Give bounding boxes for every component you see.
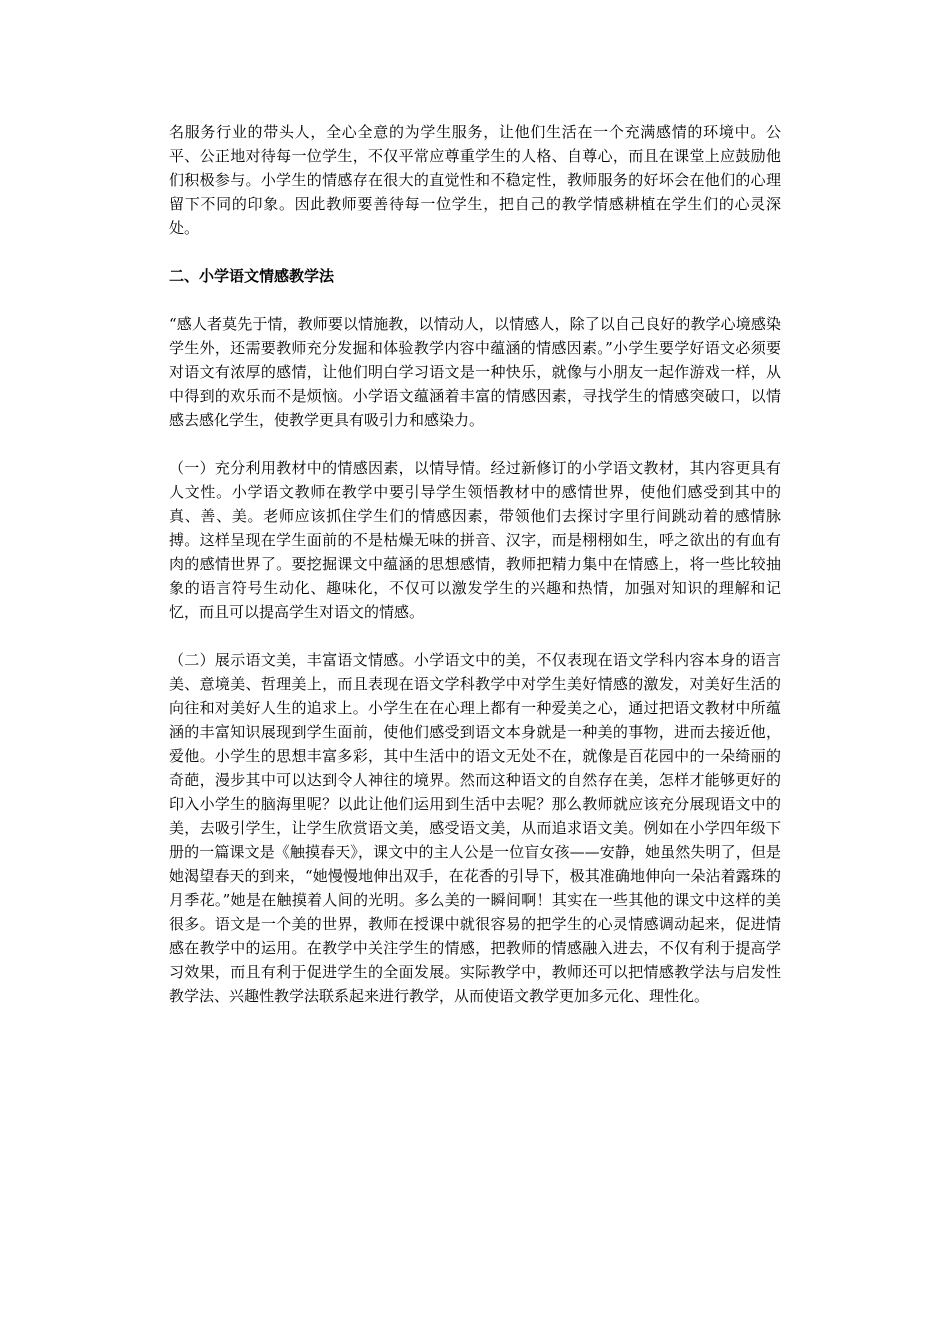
paragraph-section-one: （一）充分利用教材中的情感因素，以情导情。经过新修订的小学语文教材，其内容更具有人文性。小学语文教师在教学中要引导学生领悟教材中的感情世界，使他们感受到其中的真、善、美。老师应该抓住学生们的情感因素，带领他们去探讨字里行间跳动着的感情脉搏。这样呈现在学生面前的不是枯燥无味的拼音、汉字，而是栩栩如生，呼之欲出的有血有肉的感情世界了。要挖掘课文中蕴涵的思想感情，教师把精力集中在情感上，将一些比较抽象的语言符号生动化、趣味化，不仅可以激发学生的兴趣和热情，加强对知识的理解和记忆，而且可以提高学生对语文的情感。: [169, 459, 781, 621]
paragraph-intro: 名服务行业的带头人，全心全意的为学生服务，让他们生活在一个充满感情的环境中。公平、公正地对待每一位学生，不仅平常应尊重学生的人格、自尊心，而且在课堂上应鼓励他们积极参与。小学生的情感存在很大的直觉性和不稳定性，教师服务的好坏会在他们的心理留下不同的印象。因此教师要善待每一位学生，把自己的教学情感耕植在学生们的心灵深处。: [169, 123, 781, 237]
document-page: [169, 120, 781, 1008]
paragraph-quote: “感人者莫先于情，教师要以情施教，以情动人，以情感人，除了以自己良好的教学心境感染学生外，还需要教师充分发掘和体验教学内容中蕴涵的情感因素。”小学生要学好语文必须要对语文有浓厚的感情，让他们明白学习语文是一种快乐，就像与小朋友一起作游戏一样，从中得到的欢乐而不是烦恼。小学语文蕴涵着丰富的情感因素，寻找学生的情感突破口，以情感去感化学生，使教学更具有吸引力和感染力。: [169, 315, 781, 429]
paragraph-section-two: （二）展示语文美，丰富语文情感。小学语文中的美，不仅表现在语文学科内容本身的语言美、意境美、哲理美上，而且表现在语文学科教学中对学生美好情感的激发，对美好生活的向往和对美好人生的追求上。小学生在在心理上都有一种爱美之心，通过把语文教材中所蕴涵的丰富知识展现到学生面前，使他们感受到语文本身就是一种美的事物，进而去接近他，爱他。小学生的思想丰富多彩，其中生活中的语文无处不在，就像是百花园中的一朵绮丽的奇葩，漫步其中可以达到令人神往的境界。然而这种语文的自然存在美，怎样才能够更好的印入小学生的脑海里呢？以此让他们运用到生活中去呢？那么教师就应该充分展现语文中的美，去吸引学生，让学生欣赏语文美，感受语文美，从而追求语文美。例如在小学四年级下册的一篇课文是《触摸春天》，课文中的主人公是一位盲女孩——安静，她虽然失明了，但是她渴望春天的到来，“她慢慢地伸出双手，在花香的引导下，极其准确地伸向一朵沾着露珠的月季花。”她是在触摸着人间的光明。多么美的一瞬间啊！其实在一些其他的课文中这样的美很多。语文是一个美的世界，教师在授课中就很容易的把学生的心灵情感调动起来，促进情感在教学中的运用。在教学中关注学生的情感，把教师的情感融入进去，不仅有利于提高学习效果，而且有利于促进学生的全面发展。实际教学中，教师还可以把情感教学法与启发性教学法、兴趣性教学法联系起来进行教学，从而使语文教学更加多元化、理性化。: [169, 651, 781, 1005]
section-heading: 二、小学语文情感教学法: [169, 267, 335, 285]
